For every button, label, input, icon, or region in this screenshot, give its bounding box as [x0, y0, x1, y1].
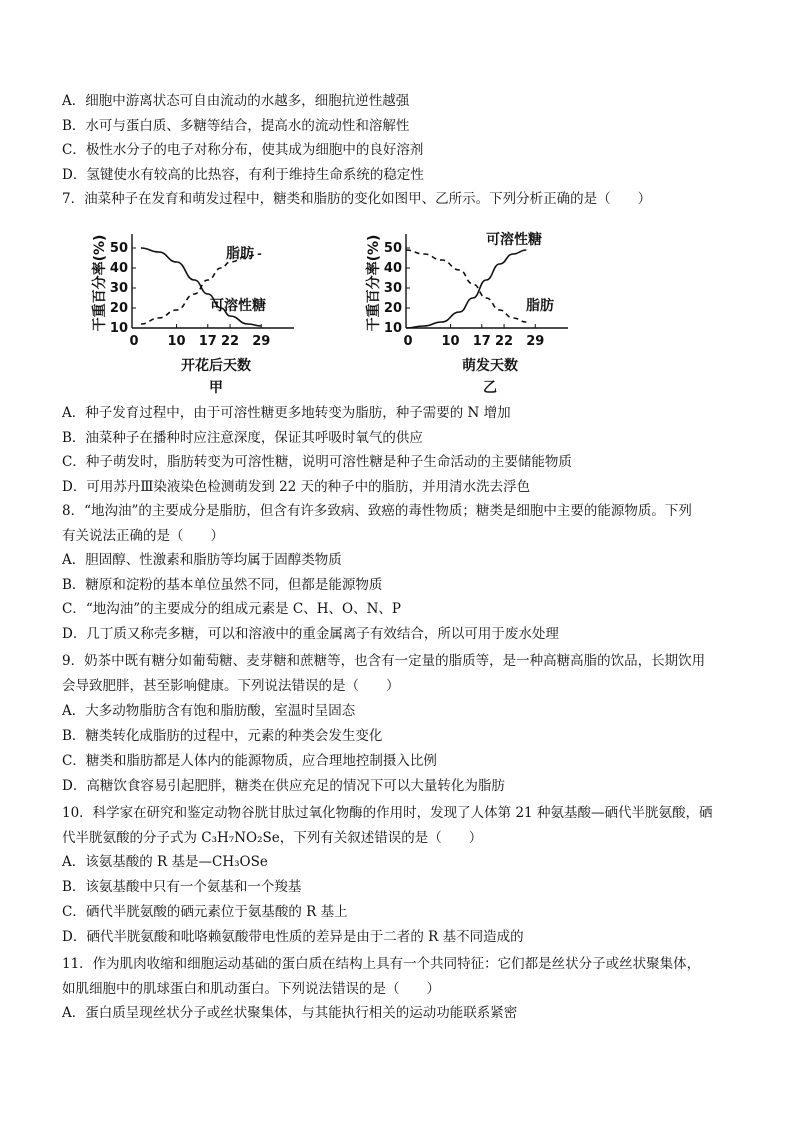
q11-stem-line2: 如肌细胞中的肌球蛋白和肌动蛋白。下列说法错误的是（ ）	[62, 981, 440, 997]
y-axis-label: 干重百分率(%)	[366, 234, 382, 332]
q11-option-a: A．蛋白质呈现丝状分子或丝状聚集体，与其能执行相关的运动功能联系紧密	[62, 1005, 518, 1021]
x-tick-label: 17	[198, 334, 217, 349]
series-label: 可溶性糖	[486, 232, 542, 248]
x-tick-label: 22	[221, 334, 240, 349]
q10-stem-line2: 代半胱氨酸的分子式为 C₃H₇NO₂Se，下列有关叙述错误的是（ ）	[62, 830, 483, 846]
y-tick-label: 40	[383, 261, 402, 276]
x-tick-label: 29	[252, 334, 271, 349]
q9-stem-line2: 会导致肥胖，甚至影响健康。下列说法错误的是（ ）	[62, 678, 400, 694]
x-tick-label: 10	[167, 334, 186, 349]
q8-option-b: B．糖原和淀粉的基本单位虽然不同，但都是能源物质	[62, 577, 383, 593]
chart-caption: 乙	[483, 380, 497, 396]
q8-option-c: C．“地沟油”的主要成分的组成元素是 C、H、O、N、P	[62, 601, 401, 617]
q6-option-b: B．水可与蛋白质、多糖等结合，提高水的流动性和溶解性	[62, 118, 410, 134]
x-axis-label: 开花后天数	[181, 358, 251, 374]
chart-yi	[362, 224, 602, 396]
q10-option-a: A．该氨基酸的 R 基是—CH₃OSe	[62, 854, 268, 870]
q10-option-b: B．该氨基酸中只有一个氨基和一个羧基	[62, 879, 302, 895]
series-label: 脂肪	[526, 298, 554, 314]
q8-option-a: A．胆固醇、性激素和脂肪等均属于固醇类物质	[62, 552, 342, 568]
q9-option-d: D．高糖饮食容易引起肥胖，糖类在供应充足的情况下可以大量转化为脂肪	[62, 778, 505, 794]
x-tick-label: 10	[441, 334, 460, 349]
q7-option-a: A．种子发育过程中，由于可溶性糖更多地转变为脂肪，种子需要的 N 增加	[62, 405, 511, 421]
chart-jia	[88, 224, 328, 396]
chart-yi-svg	[362, 224, 602, 396]
series-label: 脂肪	[226, 246, 254, 262]
y-tick-label: 40	[109, 261, 128, 276]
q11-stem-line1: 11．作为肌肉收缩和细胞运动基础的蛋白质在结构上具有一个共同特征：它们都是丝状分子或丝状聚集体，	[62, 956, 701, 972]
x-tick-label: 17	[472, 334, 491, 349]
q6-option-c: C．极性水分子的电子对称分布，使其成为细胞中的良好溶剂	[62, 142, 424, 158]
q6-option-a: A．细胞中游离状态可自由流动的水越多，细胞抗逆性越强	[62, 93, 410, 109]
q8-option-d: D．几丁质又称壳多糖，可以和溶液中的重金属离子有效结合，所以可用于废水处理	[62, 626, 559, 642]
q7-option-d: D．可用苏丹Ⅲ染液染色检测萌发到 22 天的种子中的脂肪，并用清水洗去浮色	[62, 479, 531, 495]
q7-option-c: C．种子萌发时，脂肪转变为可溶性糖，说明可溶性糖是种子生命活动的主要储能物质	[62, 454, 572, 470]
q9-option-a: A．大多动物脂肪含有饱和脂肪酸，室温时呈固态	[62, 703, 356, 719]
q10-option-d: D．硒代半胱氨酸和吡咯赖氨酸带电性质的差异是由于二者的 R 基不同造成的	[62, 929, 524, 945]
y-tick-label: 50	[383, 241, 402, 256]
chart-jia-svg	[88, 224, 328, 396]
x-tick-label: 0	[403, 334, 413, 349]
q6-option-d: D．氢键使水有较高的比热容，有利于维持生命系统的稳定性	[62, 167, 424, 183]
q9-option-c: C．糖类和脂肪都是人体内的能源物质，应合理地控制摄入比例	[62, 753, 437, 769]
q8-stem-line1: 8．“地沟油”的主要成分是脂肪，但含有许多致病、致癌的毒性物质；糖类是细胞中主要的能源物质。下列	[62, 503, 692, 519]
q7-stem: 7．油菜种子在发育和萌发过程中，糖类和脂肪的变化如图甲、乙所示。下列分析正确的是（ ）	[62, 191, 652, 207]
q7-option-b: B．油菜种子在播种时应注意深度，保证其呼吸时氧气的供应	[62, 430, 423, 446]
q10-option-c: C．硒代半胱氨酸的硒元素位于氨基酸的 R 基上	[62, 904, 348, 920]
x-tick-label: 29	[526, 334, 545, 349]
q9-stem-line1: 9．奶茶中既有糖分如葡萄糖、麦芽糖和蔗糖等，也含有一定量的脂质等，是一种高糖高脂的饮品，长期饮用	[62, 653, 706, 669]
x-axis-label: 萌发天数	[462, 358, 518, 374]
x-tick-label: 22	[495, 334, 514, 349]
series-label: 可溶性糖	[210, 298, 266, 314]
y-tick-label: 20	[383, 301, 402, 316]
y-tick-label: 30	[109, 281, 128, 296]
y-tick-label: 10	[383, 321, 402, 336]
chart-caption: 甲	[209, 380, 223, 396]
x-tick-label: 0	[129, 334, 139, 349]
y-tick-label: 20	[109, 301, 128, 316]
y-tick-label: 10	[109, 321, 128, 336]
q8-stem-line2: 有关说法正确的是（ ）	[62, 528, 224, 544]
series-line-dashed	[406, 250, 526, 322]
q9-option-b: B．糖类转化成脂肪的过程中，元素的种类会发生变化	[62, 728, 383, 744]
y-tick-label: 30	[383, 281, 402, 296]
y-axis-label: 干重百分率(%)	[92, 234, 108, 332]
y-tick-label: 50	[109, 241, 128, 256]
q10-stem-line1: 10．科学家在研究和鉴定动物谷胱甘肽过氧化物酶的作用时，发现了人体第 21 种氨基酸—硒代半胱氨酸，硒	[62, 805, 713, 821]
